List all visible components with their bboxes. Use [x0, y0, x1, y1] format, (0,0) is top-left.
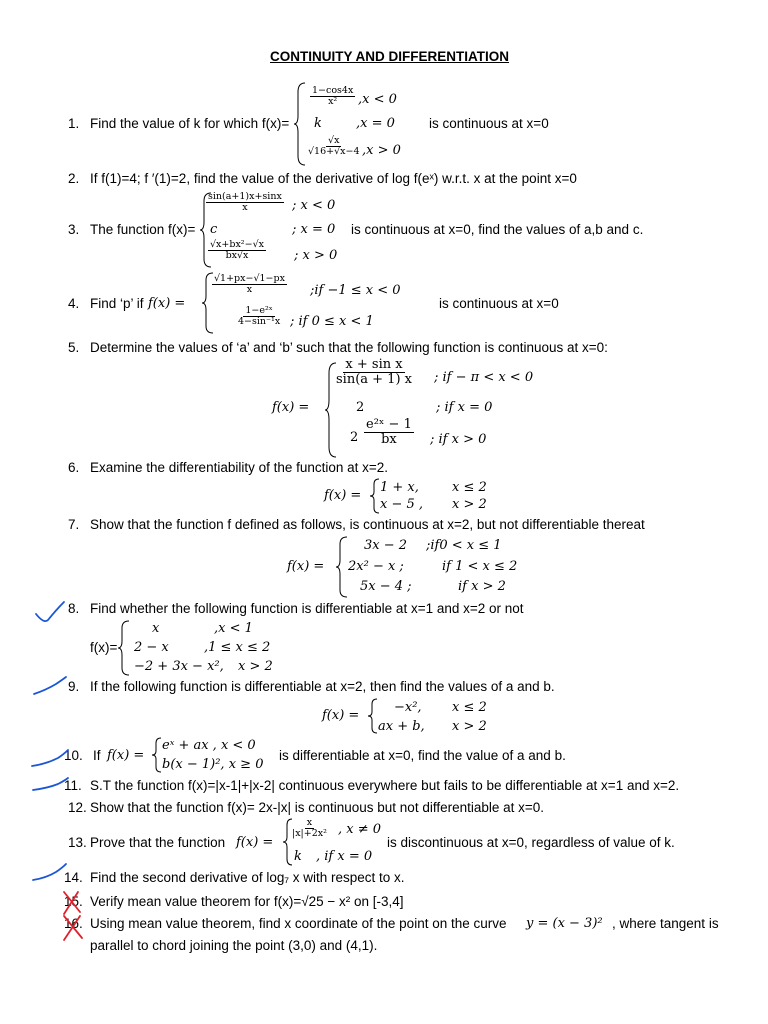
page-title: CONTINUITY AND DIFFERENTIATION	[270, 49, 509, 64]
numerator: √x+bx²−√x	[210, 239, 264, 250]
question-number: 12.	[68, 800, 87, 815]
piece-2-value: 2x² − x ;	[348, 559, 404, 574]
piece-2-condition: ,x = 0	[356, 116, 395, 131]
piece-1-condition: ; x < 0	[292, 198, 336, 213]
denominator: |x|+2x²	[292, 828, 327, 840]
piece-3-coefficient: 2	[350, 430, 359, 445]
piece-1-condition: ,x < 1	[214, 621, 253, 636]
piece-1-value: −x²,	[394, 700, 422, 715]
question-text: Find ‘p’ if	[90, 296, 144, 311]
question-text: If the following function is differentiable at x=2, then find the values of a and b.	[90, 679, 555, 694]
question-tail: is continuous at x=0	[439, 296, 559, 311]
question-text: Prove that the function	[90, 835, 226, 850]
question-tail: , where tangent is	[612, 916, 719, 931]
piece-2-condition: ; if x = 0	[436, 400, 493, 415]
question-number: 5.	[68, 340, 80, 355]
question-number: 14.	[64, 870, 83, 885]
cross-mark	[64, 892, 80, 914]
denominator: x	[246, 284, 253, 296]
piece-2-value: x − 5 ,	[380, 497, 424, 512]
piece-2-value: k	[314, 116, 322, 131]
denominator: sin(a + 1) x	[336, 372, 412, 388]
numerator: e²ˣ − 1	[366, 417, 412, 432]
piece-3-condition: ; if x > 0	[430, 432, 487, 447]
piece-2-condition: ,1 ≤ x ≤ 2	[204, 640, 271, 655]
numerator: x + sin x	[345, 357, 403, 372]
piece-1-condition: x ≤ 2	[452, 480, 487, 495]
piece-2-condition: , if x = 0	[316, 849, 373, 864]
piece-1-condition: ; if − π < x < 0	[434, 370, 534, 385]
tick-mark	[33, 778, 68, 790]
question-number: 10.	[64, 748, 83, 763]
question-number: 15.	[64, 894, 83, 909]
piece-2: b(x − 1)², x ≥ 0	[162, 757, 264, 772]
tick-mark	[32, 750, 68, 766]
question-number: 4.	[68, 296, 80, 311]
question-text: The function f(x)=	[90, 222, 196, 237]
question-text: Show that the function f(x)= 2x-|x| is continuous but not differentiable at x=0.	[90, 800, 545, 815]
piece-2-condition: x > 2	[452, 719, 487, 734]
piece-3-condition: ; x > 0	[294, 248, 338, 263]
question-text: Examine the differentiability of the function at x=2.	[90, 460, 389, 475]
numerator: 1−e²ˣ	[245, 305, 273, 316]
function-label: f(x) =	[107, 748, 145, 763]
piece-1-condition: , x ≠ 0	[338, 822, 382, 837]
question-text: Determine the values of ‘a’ and ‘b’ such that the following function is continuous at x=0:	[90, 340, 608, 355]
question-text: Find whether the following function is differentiable at x=1 and x=2 or not	[90, 601, 524, 616]
function-label: f(x) =	[148, 296, 186, 311]
question-number: 16.	[64, 916, 83, 931]
tick-mark	[33, 864, 66, 880]
question-text: S.T the function f(x)=|x-1|+|x-2| continuous everywhere but fails to be differentiable at x=1 and x=2.	[90, 778, 680, 793]
numerator: √x	[328, 135, 340, 146]
function-label: f(x) =	[236, 835, 274, 850]
piece-2-condition: ; if 0 ≤ x < 1	[290, 314, 374, 329]
question-number: 6.	[68, 460, 80, 475]
question-text: Find the second derivative of log₇ x with respect to x.	[90, 870, 405, 885]
piece-3-condition: x > 2	[238, 659, 273, 674]
denominator: x	[242, 202, 248, 214]
question-number: 13.	[68, 835, 87, 850]
question-tail: is differentiable at x=0, find the value of a and b.	[279, 748, 566, 763]
cross-mark	[64, 916, 82, 940]
question-number: 1.	[68, 116, 80, 131]
question-text: Show that the function f defined as follows, is continuous at x=2, but not differentiable thereat	[90, 517, 645, 532]
function-label: f(x) =	[272, 400, 310, 415]
question-number: 2.	[68, 171, 80, 186]
piece-1: eˣ + ax , x < 0	[162, 738, 256, 753]
question-number: 7.	[68, 517, 80, 532]
numerator: sin(a+1)x+sinx	[208, 191, 282, 202]
denominator: x²	[328, 96, 338, 108]
piece-2-value: k	[294, 849, 302, 864]
question-number: 11.	[64, 778, 82, 793]
piece-2-value: 2	[356, 400, 365, 415]
function-label: f(x) =	[322, 708, 360, 723]
denominator: 4−sin⁻¹x	[238, 316, 281, 328]
question-number: 9.	[68, 679, 80, 694]
piece-3-condition: if x > 2	[458, 579, 506, 594]
piece-2-value: 2 − x	[134, 640, 169, 655]
tick-mark	[34, 677, 66, 694]
question-tail: is continuous at x=0	[429, 116, 549, 131]
function-label: f(x)=	[90, 640, 118, 655]
function-label: f(x) =	[287, 559, 325, 574]
question-text: Find the value of k for which f(x)=	[90, 116, 290, 131]
question-text: If	[93, 748, 101, 763]
piece-3-value: −2 + 3x − x²,	[134, 659, 224, 674]
piece-1-value: 3x − 2	[364, 538, 408, 553]
question-text: If f(1)=4; f ′(1)=2, find the value of the derivative of log f(eˣ) w.r.t. x at the point x=0	[90, 171, 577, 186]
question-text-line-2: parallel to chord joining the point (3,0) and (4,1).	[90, 938, 378, 953]
piece-2-condition: x > 2	[452, 497, 487, 512]
question-text: Using mean value theorem, find x coordinate of the point on the curve	[90, 916, 507, 931]
denominator: bx	[381, 432, 397, 448]
piece-2-value: c	[210, 222, 218, 237]
piece-1-value: 1 + x,	[380, 480, 419, 495]
piece-1-condition: ,x < 0	[358, 92, 397, 107]
numerator: 1−cos4x	[312, 85, 354, 96]
question-number: 3.	[68, 222, 80, 237]
question-text: Verify mean value theorem for f(x)=√25 − x² on [-3,4]	[90, 894, 404, 909]
curve-equation: y = (x − 3)²	[526, 916, 603, 931]
piece-1-value: x	[152, 621, 160, 636]
question-tail: is continuous at x=0, find the values of a,b and c.	[351, 222, 644, 237]
question-number: 8.	[68, 601, 80, 616]
numerator: √1+px−√1−px	[214, 273, 285, 284]
piece-1-condition: ;if0 < x ≤ 1	[426, 538, 502, 553]
denominator: bx√x	[225, 250, 249, 262]
piece-3-condition: ,x > 0	[362, 143, 401, 158]
piece-2-condition: ; x = 0	[292, 222, 336, 237]
piece-2-value: ax + b,	[378, 719, 425, 734]
tick-mark	[36, 602, 64, 621]
piece-1-condition: ;if −1 ≤ x < 0	[310, 283, 401, 298]
question-tail: is discontinuous at x=0, regardless of value of k.	[387, 835, 675, 850]
denominator: √16+√x−4	[308, 146, 360, 158]
function-label: f(x) =	[324, 488, 362, 503]
numerator: x	[306, 817, 313, 828]
piece-1-condition: x ≤ 2	[452, 700, 487, 715]
piece-3-value: 5x − 4 ;	[360, 579, 412, 594]
piece-2-condition: if 1 < x ≤ 2	[442, 559, 518, 574]
